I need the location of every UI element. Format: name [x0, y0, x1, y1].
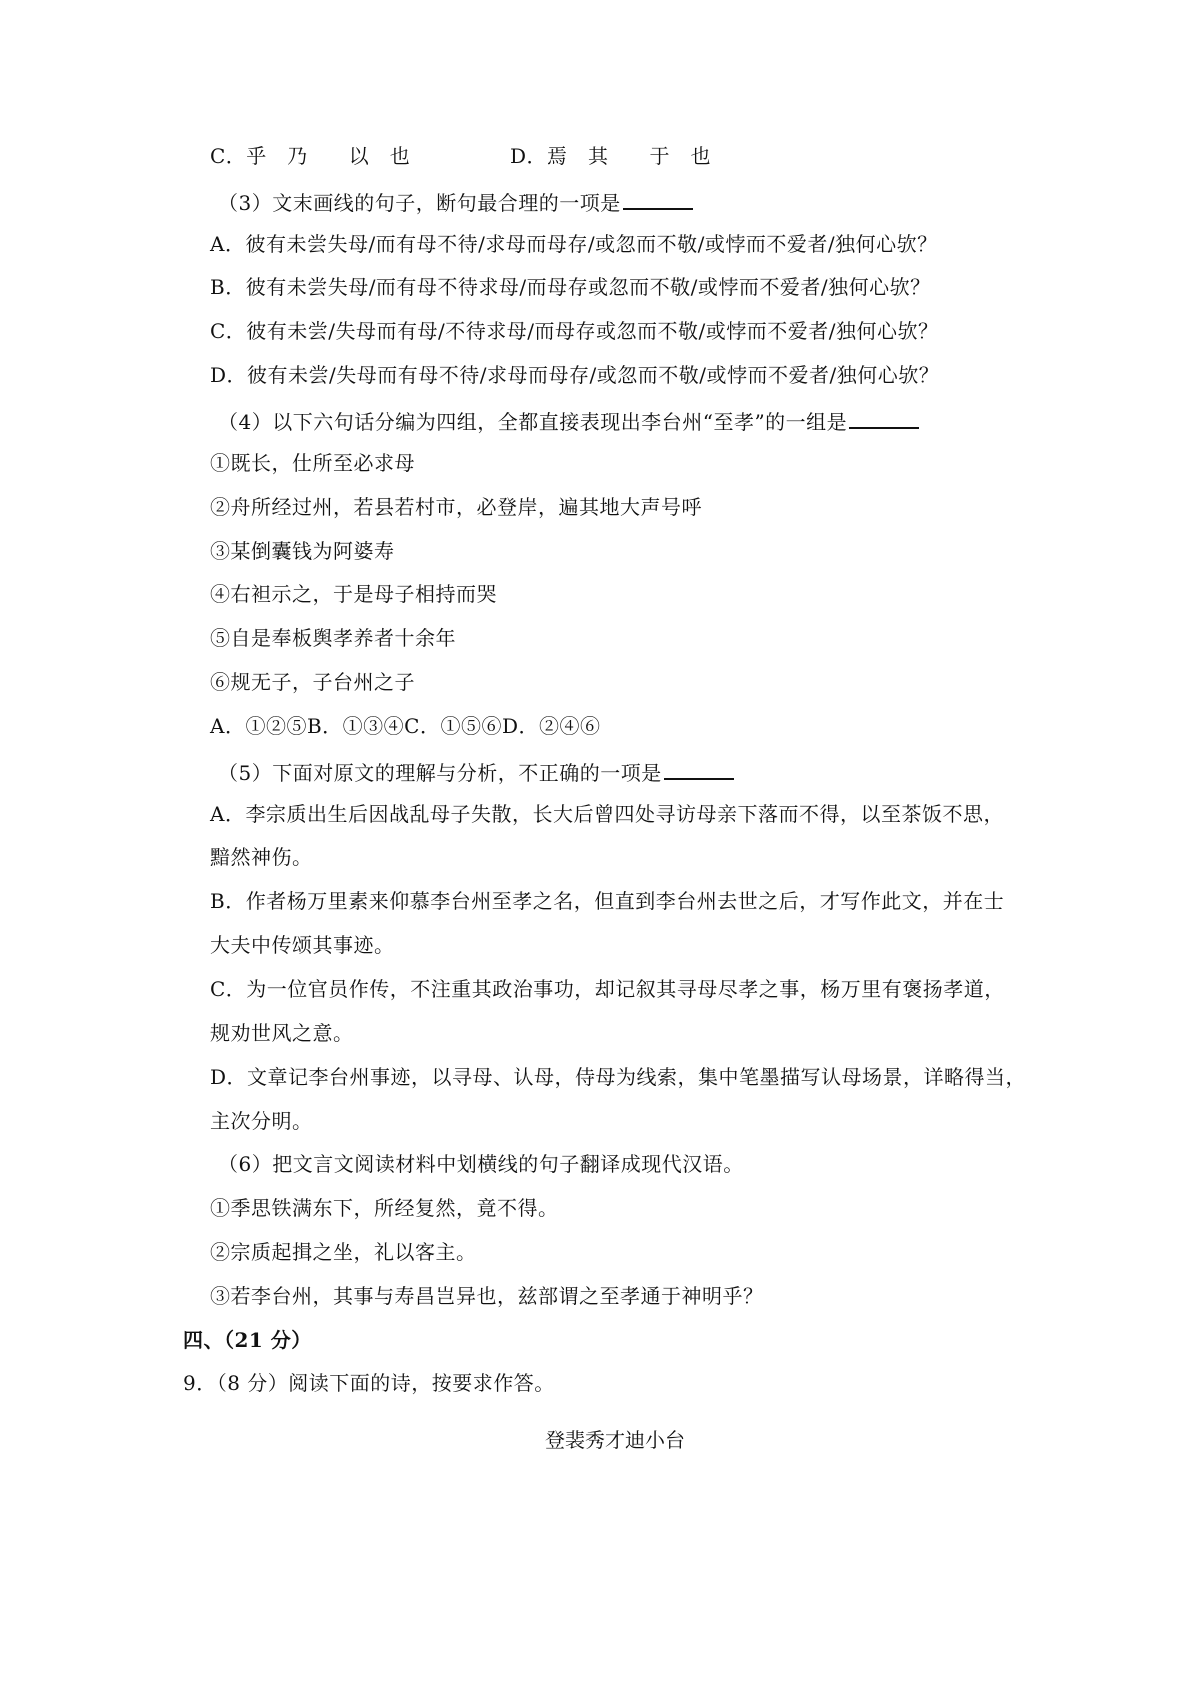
q6-item-2: ②宗质起揖之坐，礼以客主。 — [210, 1240, 477, 1264]
q5-answer-blank — [664, 756, 734, 780]
q3-option-c: C．彼有未尝/失母而有母/不待求母/而母存或忽而不敬/或悖而不爱者/独何心欤？ — [210, 319, 939, 343]
q2-option-d: D．焉 其 于 也 — [510, 144, 712, 168]
section-4-heading: 四、（21 分） — [183, 1328, 312, 1352]
question-9-prompt: 9．（8 分）阅读下面的诗，按要求作答。 — [183, 1371, 555, 1395]
q3-prompt — [218, 186, 693, 217]
q4-prompt-text: （4）以下六句话分编为四组，全都直接表现出李台州“至孝”的一组是 — [218, 410, 848, 434]
q4-prompt — [218, 405, 919, 436]
q4-item-6: ⑥规无子，子台州之子 — [210, 670, 415, 694]
q3-prompt-text: （3）文末画线的句子，断句最合理的一项是 — [218, 191, 621, 215]
q6-item-1: ①季思铁满东下，所经复然，竟不得。 — [210, 1196, 559, 1220]
q5-option-d-line2: 主次分明。 — [210, 1109, 313, 1133]
q4-item-3: ③某倒囊钱为阿婆寿 — [210, 539, 395, 563]
q4-item-4: ④右袒示之，于是母子相持而哭 — [210, 582, 497, 606]
q5-option-c-line1: C．为一位官员作传，不注重其政治事功，却记叙其寻母尽孝之事，杨万里有褒扬孝道， — [210, 977, 1005, 1001]
q5-prompt — [218, 756, 734, 787]
q6-prompt: （6）把文言文阅读材料中划横线的句子翻译成现代汉语。 — [218, 1152, 744, 1176]
q3-option-a: A．彼有未尝失母/而有母不待/求母而母存/或忽而不敬/或悖而不爱者/独何心欤？ — [210, 232, 938, 256]
q4-answer-blank — [849, 405, 919, 429]
q4-item-1: ①既长，仕所至必求母 — [210, 451, 415, 475]
q5-option-a-line2: 黯然神伤。 — [210, 845, 313, 869]
q4-options: A．①②⑤B．①③④C．①⑤⑥D．②④⑥ — [210, 714, 601, 738]
q3-option-d: D．彼有未尝/失母而有母不待/求母而母存/或忽而不敬/或悖而不爱者/独何心欤？ — [210, 363, 940, 387]
q5-option-b-line2: 大夫中传颂其事迹。 — [210, 933, 395, 957]
q5-prompt-text: （5）下面对原文的理解与分析，不正确的一项是 — [218, 761, 662, 785]
q5-option-d-line1: D．文章记李台州事迹，以寻母、认母，侍母为线索，集中笔墨描写认母场景，详略得当， — [210, 1065, 1027, 1089]
q2-option-c: C．乎 乃 以 也 — [210, 144, 411, 168]
q5-option-c-line2: 规劝世风之意。 — [210, 1021, 354, 1045]
poem-title: 登裴秀才迪小台 — [545, 1428, 685, 1452]
q4-item-2: ②舟所经过州，若县若村市，必登岸，遍其地大声号呼 — [210, 495, 702, 519]
q4-item-5: ⑤自是奉板舆孝养者十余年 — [210, 626, 456, 650]
q5-option-a-line1: A．李宗质出生后因战乱母子失散，长大后曾四处寻访母亲下落而不得，以至茶饭不思， — [210, 802, 1004, 826]
q6-item-3: ③若李台州，其事与寿昌岂异也，兹部谓之至孝通于神明乎？ — [210, 1284, 764, 1308]
q3-answer-blank — [623, 186, 693, 210]
q3-option-b: B．彼有未尝失母/而有母不待求母/而母存或忽而不敬/或悖而不爱者/独何心欤？ — [210, 275, 931, 299]
q5-option-b-line1: B．作者杨万里素来仰慕李台州至孝之名，但直到李台州去世之后，才写作此文，并在士 — [210, 889, 1005, 913]
